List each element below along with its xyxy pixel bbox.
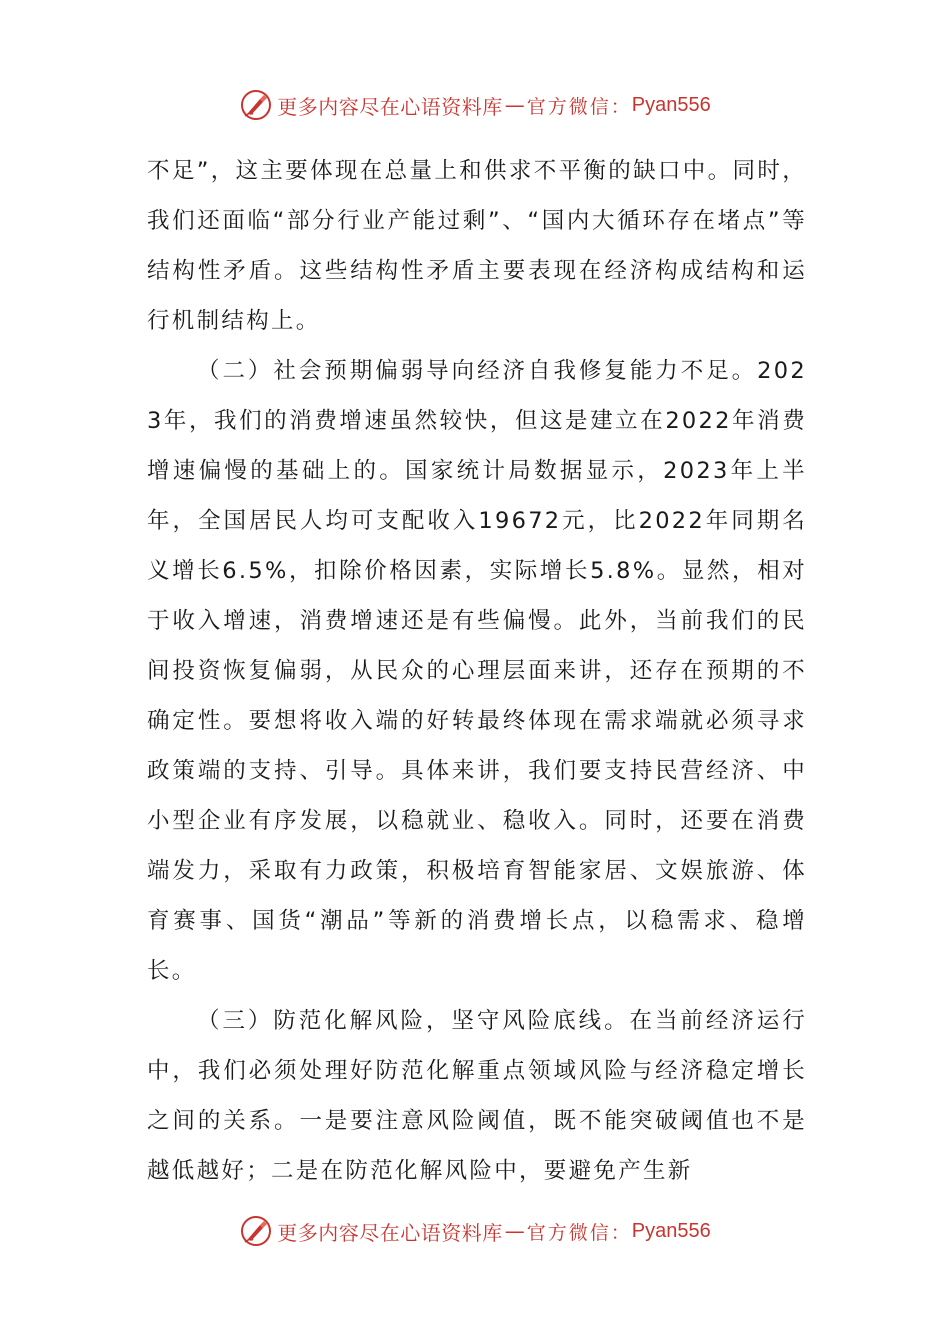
pen-nib-logo-icon	[239, 1214, 273, 1248]
promo-text: 更多内容尽在心语资料库	[277, 1220, 503, 1245]
promo-text: 更多内容尽在心语资料库	[277, 94, 503, 119]
wechat-id: Pyan556	[631, 93, 711, 116]
wechat-label: 官方微信：	[526, 1221, 632, 1244]
paragraph-section-three: （三）防范化解风险，坚守风险底线。在当前经济运行中，我们必须处理好防范化解重点领域风险与经济稳定增长之间的关系。一是要注意风险阈值，既不能突破阈值也不是越低越好；二是在防范化解风险中，要避免产生新	[147, 1008, 807, 1184]
wechat-id: Pyan556	[631, 1219, 711, 1242]
wechat-label: 官方微信：	[526, 95, 632, 118]
paragraph-continuation: 不足”，这主要体现在总量上和供求不平衡的缺口中。同时，我们还面临“部分行业产能过剩”、“国内大循环存在堵点”等结构性矛盾。这些结构性矛盾主要表现在经济构成结构和运行机制结构上。	[147, 158, 807, 334]
separator-dash: —	[504, 1219, 525, 1243]
paragraph-section-two: （二）社会预期偏弱导向经济自我修复能力不足。2023年，我们的消费增速虽然较快，但这是建立在2022年消费增速偏慢的基础上的。国家统计局数据显示，2023年上半年，全国居民人均可支配收入19672元，比2022年同期名义增长6.5%，扣除价格因素，实际增长5.8%。显然，相对于收入增速，消费增速还是有些偏慢。此外，当前我们的民间投资恢复偏弱，从民众的心理层面来讲，还存在预期的不确定性。要想将收入端的好转最终体现在需求端就必须寻求政策端的支持、引导。具体来讲，我们要支持民营经济、中小型企业有序发展，以稳就业、稳收入。同时，还要在消费端发力，采取有力政策，积极培育智能家居、文娱旅游、体育赛事、国货“潮品”等新的消费增长点，以稳需求、稳增长。	[147, 358, 807, 984]
separator-dash: —	[504, 93, 525, 117]
pen-nib-logo-icon	[239, 88, 273, 122]
footer-banner	[0, 1209, 950, 1253]
document-body	[147, 146, 807, 1196]
header-banner	[0, 83, 950, 127]
